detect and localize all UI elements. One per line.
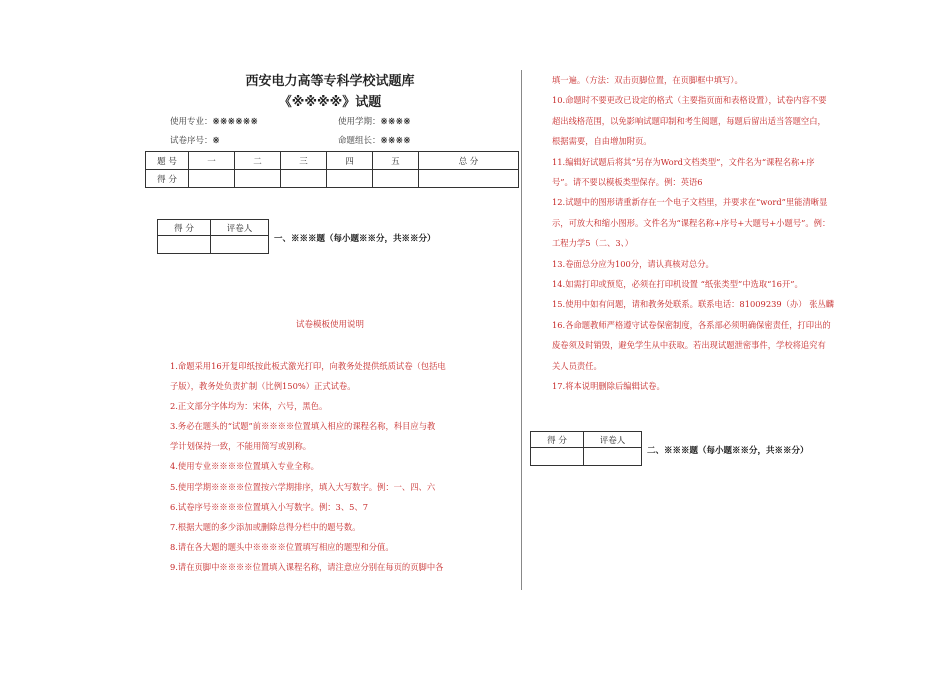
page-divider <box>521 70 522 590</box>
score-header-cell: 二 <box>234 152 280 170</box>
score-row-label: 得 分 <box>146 170 189 188</box>
instruction-line: 14.如需打印或预览，必须在打印机设置 “纸张类型”中选取“16开”。 <box>552 279 803 290</box>
score-input-cell[interactable] <box>280 170 326 188</box>
score-header-cell: 三 <box>280 152 326 170</box>
instruction-line: 8.请在各大题的题头中※※※※位置填写相应的题型和分值。 <box>170 541 394 552</box>
instruction-line: 12.试题中的图形请重新存在一个电子文档里，并要求在“word”里能清晰显 <box>552 197 828 208</box>
paper-no-value: ※ <box>212 136 221 146</box>
score-input-cell[interactable] <box>418 170 518 188</box>
grader-input-cell[interactable] <box>584 448 642 466</box>
major-value: ※※※※※※ <box>212 117 259 127</box>
score-header-cell: 四 <box>326 152 372 170</box>
score-input-cell[interactable] <box>326 170 372 188</box>
instruction-line: 学计划保持一致，不能用简写或别称。 <box>170 441 312 452</box>
paper-no-label: 试卷序号： <box>170 136 213 146</box>
score-header-cell: 总 分 <box>418 152 518 170</box>
instruction-line: 3.务必在题头的“试题”前※※※※位置填入相应的课程名称，科目应与教 <box>170 421 436 432</box>
score-header-cell: 题 号 <box>146 152 189 170</box>
paper-no-info <box>170 134 220 146</box>
grader-input-cell[interactable] <box>211 236 269 254</box>
grader-input-cell[interactable] <box>531 448 584 466</box>
instruction-line: 6.试卷序号※※※※位置填入小写数字。例：3、5、7 <box>170 501 368 512</box>
grader-header-cell: 得 分 <box>158 220 211 236</box>
instruction-line: 填一遍。（方法：双击页脚位置，在页脚框中填写）。 <box>552 75 743 85</box>
instruction-line: 11.编辑好试题后将其“另存为Word文档类型”，文件名为“课程名称+序 <box>552 156 815 167</box>
instruction-line: 2.正文部分字体均为：宋体，六号，黑色。 <box>170 401 328 412</box>
instruction-line: 工程力学5（二、3、） <box>552 238 634 249</box>
major-info <box>170 115 258 127</box>
grader-header-cell: 评卷人 <box>584 432 642 448</box>
instruction-line: 17.将本说明删除后编辑试卷。 <box>552 381 665 392</box>
instruction-line: 超出线格范围，以免影响试题印制和考生阅题，每题后留出适当答题空白， <box>552 115 826 126</box>
instruction-line: 15.使用中如有问题，请和教务处联系。联系电话：81009239（办） 张丛麟 <box>552 299 835 310</box>
term-label: 使用学期： <box>338 117 381 127</box>
grader-header-cell: 得 分 <box>531 432 584 448</box>
score-header-cell: 一 <box>189 152 235 170</box>
instruction-line: 7.根据大题的多少添加或删除总得分栏中的题号数。 <box>170 521 361 532</box>
instruction-line: 13.卷面总分应为100分，请认真核对总分。 <box>552 258 714 269</box>
leader-value: ※※※※ <box>380 136 412 146</box>
instruction-line: 4.使用专业※※※※位置填入专业全称。 <box>170 461 319 472</box>
instruction-line: 16.各命题教师严格遵守试卷保密制度，各系部必须明确保密责任，打印出的 <box>552 319 831 330</box>
section2-heading: 二、※※※题（每小题※※分，共※※分） <box>647 446 809 456</box>
exam-title: 《※※※※》试题 <box>278 95 382 110</box>
instruction-line: 号”。请不要以模板类型保存。例：英语6 <box>552 177 703 188</box>
score-header-cell: 五 <box>372 152 418 170</box>
score-input-cell[interactable] <box>234 170 280 188</box>
section1-heading: 一、※※※题（每小题※※分，共※※分） <box>274 234 436 244</box>
section1-grader-table <box>157 219 269 254</box>
leader-label: 命题组长： <box>338 136 381 146</box>
instruction-line: 示，可放大和缩小图形。文件名为“课程名称+序号+大题号+小题号”。例： <box>552 217 831 228</box>
score-input-cell[interactable] <box>372 170 418 188</box>
instruction-line: 10.命题时不要更改已设定的格式（主要指页面和表格设置），试卷内容不要 <box>552 95 827 106</box>
instruction-line: 废卷须及时销毁，避免学生从中获取。若出现试题泄密事件，学校将追究有 <box>552 340 826 351</box>
instructions-title: 试卷模板使用说明 <box>295 320 364 330</box>
school-title: 西安电力高等专科学校试题库 <box>245 74 415 89</box>
grader-input-cell[interactable] <box>158 236 211 254</box>
instruction-line: 5.使用学期※※※※位置按六学期排序，填入大写数字。例：一、四、六 <box>170 481 436 492</box>
major-label: 使用专业： <box>170 117 213 127</box>
section2-grader-table <box>530 431 642 466</box>
instructions-left <box>170 356 510 577</box>
instruction-line: 1.命题采用16开复印纸按此板式激光打印，向教务处提供纸质试卷（包括电 <box>170 361 446 371</box>
instruction-line: 9.请在页脚中※※※※位置填入课程名称，请注意应分别在每页的页脚中各 <box>170 561 444 572</box>
instruction-line: 关人员责任。 <box>552 360 602 371</box>
term-info <box>338 115 411 127</box>
grader-header-cell: 评卷人 <box>211 220 269 236</box>
instructions-right <box>552 70 887 397</box>
instruction-line: 子版），教务处负责扩制（比例150%）正式试卷。 <box>170 381 356 392</box>
instruction-line: 根据需要，自由增加附页。 <box>552 136 652 147</box>
score-table <box>145 151 519 188</box>
term-value: ※※※※ <box>380 117 412 127</box>
leader-info <box>338 134 411 146</box>
score-input-cell[interactable] <box>189 170 235 188</box>
